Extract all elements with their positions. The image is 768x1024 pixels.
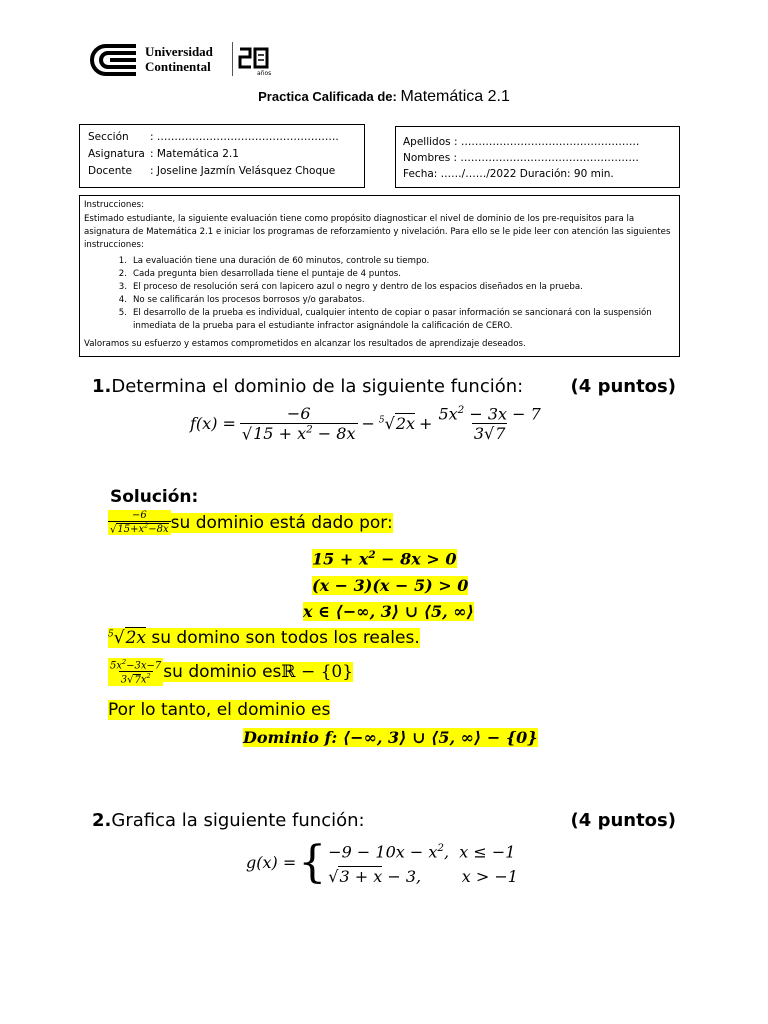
asignatura-value: : Matemática 2.1 xyxy=(150,148,239,160)
seccion-label: Sección xyxy=(88,131,129,143)
q1-formula: f(x) = $\frac{-6}{√15 + x^2 - 8x}$ − $^5$√2x + $\frac{5x^2 - 3x - 7}{3√7}$ xyxy=(190,404,541,444)
logo-line1: Universidad xyxy=(145,44,213,59)
continental-logo-icon xyxy=(90,42,140,78)
final-domain: Dominio f: ⟨−∞, 3⟩ ∪ ⟨5, ∞⟩ − {0} xyxy=(243,728,538,747)
apellidos-field[interactable]: Apellidos : …………………………………………… xyxy=(403,136,640,148)
dominio-text-1: su dominio está dado por: xyxy=(170,512,393,533)
title-subject: Matemática 2.1 xyxy=(400,88,510,105)
item-number: 4. xyxy=(118,295,127,305)
course-info-box xyxy=(79,124,365,188)
q1-number: 1. xyxy=(92,376,112,397)
q1-text: Determina el dominio de la siguiente función: xyxy=(111,376,524,397)
item-number: 1. xyxy=(118,256,127,266)
anniversary-20-icon xyxy=(238,45,272,71)
anniversary-label: años xyxy=(257,70,272,77)
q2-text: Grafica la siguiente función: xyxy=(111,810,365,831)
instructions-list xyxy=(84,255,676,333)
q2-formula: g(x) = { $-9 - 10x - x^2$, x ≤ −1 √3 + x − 3, x > −1 xyxy=(246,836,518,888)
instructions-closing: Valoramos su esfuerzo y estamos comprometidos en alcanzar los resultados de aprendizaje deseados. xyxy=(84,339,526,349)
row-docente xyxy=(88,165,335,177)
inequality-2: (x − 3)(x − 5) > 0 xyxy=(312,576,469,595)
row-seccion xyxy=(88,131,339,143)
row-asignatura xyxy=(88,148,239,160)
item-number: 2. xyxy=(118,269,127,279)
list-item xyxy=(84,255,676,268)
docente-label: Docente xyxy=(88,165,132,177)
list-item xyxy=(84,281,676,294)
instructions-heading: Instrucciones: xyxy=(84,200,145,210)
solution-line-root: $^5$√2x su domino son todos los reales. xyxy=(108,628,420,648)
conclusion-text: Por lo tanto, el dominio es xyxy=(108,700,331,720)
fecha-field[interactable]: Fecha: ……/……/2022 Duración: 90 min. xyxy=(403,168,614,180)
logo-divider xyxy=(232,42,233,76)
docente-value: : Joseline Jazmín Velásquez Choque xyxy=(150,165,336,177)
instructions-intro: Estimado estudiante, la siguiente evaluación tiene como propósito diagnosticar el nivel de dominio de los pre-requisitos para la asignatura de Matemática 2.1 e iniciar los programas de reforzamiento y nivelación. Para ello se le pide leer con atención las siguientes instrucciones: xyxy=(84,214,671,250)
university-logo xyxy=(90,42,280,78)
seccion-value: : ……………………………………………. xyxy=(150,131,339,143)
question-1 xyxy=(92,376,682,397)
list-item xyxy=(84,268,676,281)
item-text: No se calificarán los procesos borrosos y/o garabatos. xyxy=(133,295,365,305)
question-2 xyxy=(92,810,682,831)
item-text: Cada pregunta bien desarrollada tiene el puntaje de 4 puntos. xyxy=(133,269,401,279)
solution-heading: Solución: xyxy=(110,487,199,507)
q2-number: 2. xyxy=(92,810,112,831)
solution-line-fraction1: $\frac{-6}{√15+x^2-8x}$ su dominio está dado por: xyxy=(110,510,393,536)
item-text: El desarrollo de la prueba es individual, cualquier intento de copiar o pasar información se sancionará con la suspensión inmediata de la prueba para el estudiante infractor asignándole la calificación de CERO. xyxy=(133,308,652,331)
dominio-label: Dominio f xyxy=(243,728,332,747)
asignatura-label: Asignatura xyxy=(88,148,145,160)
item-text: El proceso de resolución será con lapicero azul o negro y dentro de los espacios diseñados en la prueba. xyxy=(133,282,583,292)
inequality-1: $15 + x^2 - 8x > 0$ xyxy=(312,549,457,569)
item-number: 3. xyxy=(118,282,127,292)
item-number: 5. xyxy=(118,308,127,318)
item-text: La evaluación tiene una duración de 60 minutos, controle su tiempo. xyxy=(133,256,430,266)
interval-result: x ∈ ⟨−∞, 3⟩ ∪ ⟨5, ∞⟩ xyxy=(303,602,474,621)
page-title xyxy=(0,88,768,106)
q1-points: (4 puntos) xyxy=(570,376,676,397)
list-item xyxy=(84,307,676,333)
title-prefix: Practica Calificada de: xyxy=(258,89,401,104)
instructions-box xyxy=(79,195,680,357)
root-text: su domino son todos los reales. xyxy=(145,628,420,648)
list-item xyxy=(84,294,676,307)
dominio-text-3: su dominio es xyxy=(163,661,282,682)
student-info-box xyxy=(395,126,680,188)
logo-line2: Continental xyxy=(145,59,211,74)
q2-points: (4 puntos) xyxy=(570,810,676,831)
solution-line-fraction3: $\frac{5x^2-3x-7}{3√7x^2}$ su dominio es ℝ − {0} xyxy=(110,658,354,686)
nombres-field[interactable]: Nombres : …………………………………………… xyxy=(403,152,639,164)
